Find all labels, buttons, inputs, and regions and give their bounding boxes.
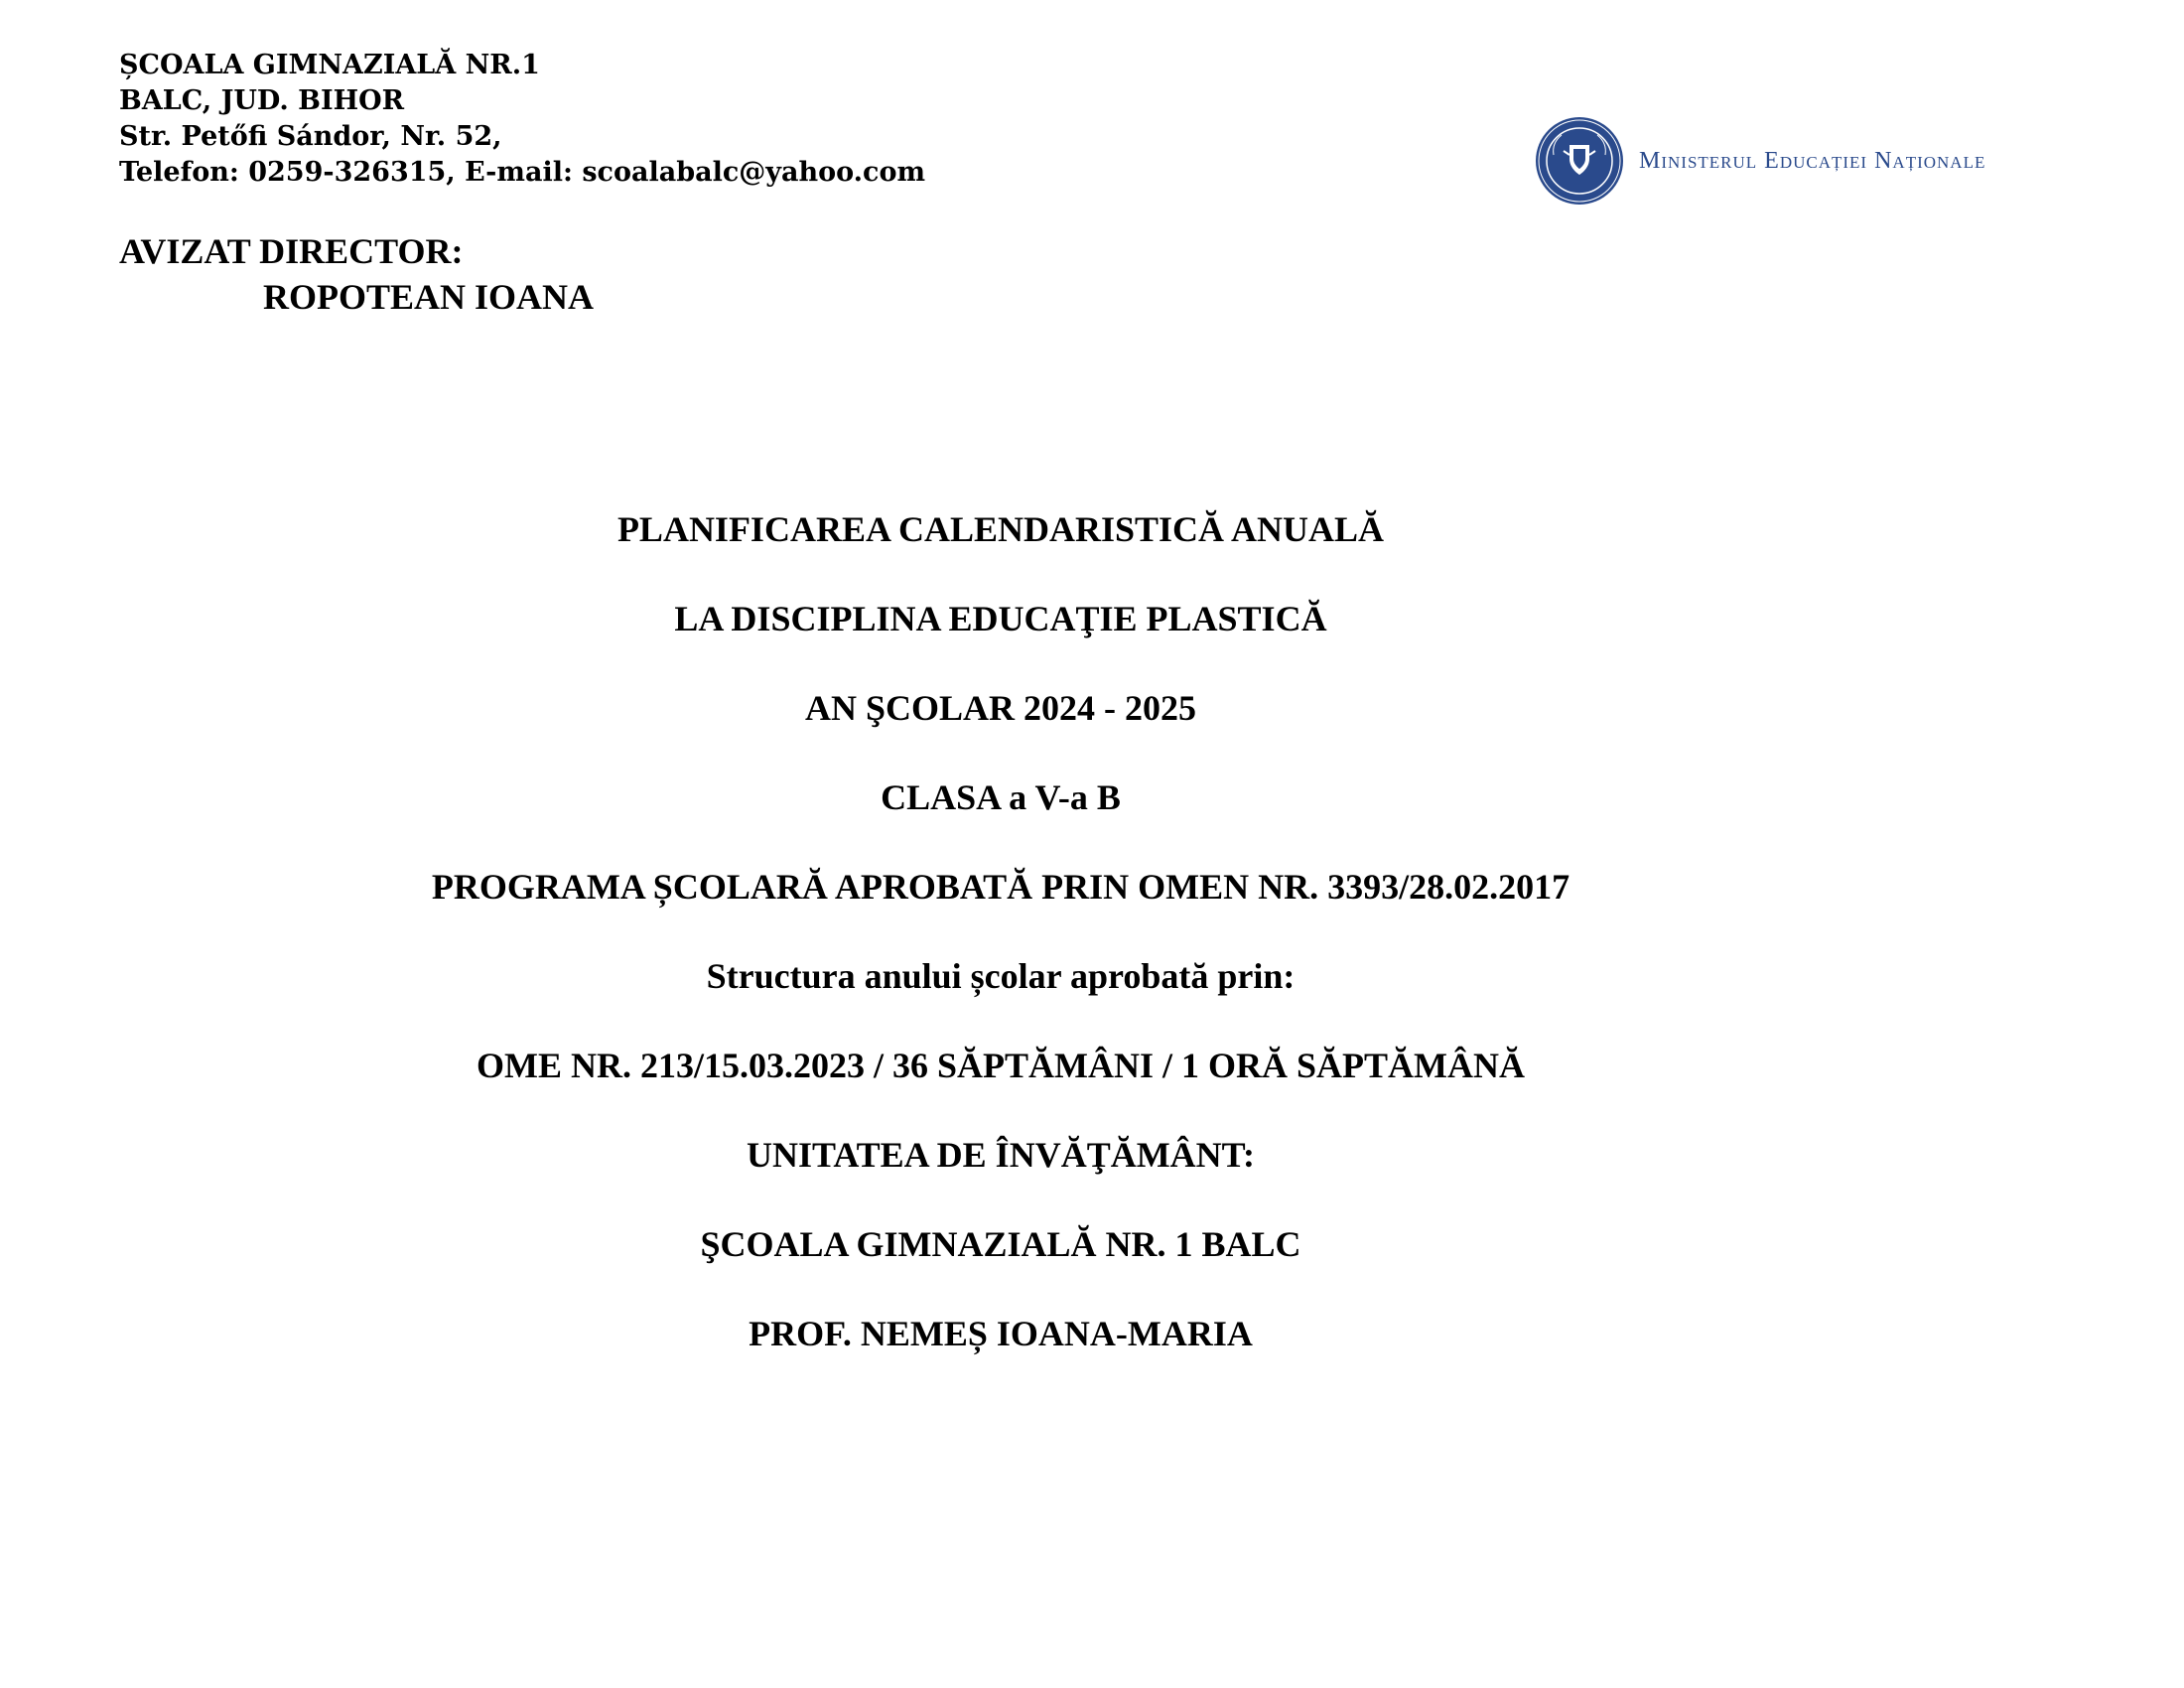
school-address: Str. Petőfi Sándor, Nr. 52, bbox=[119, 121, 502, 152]
title-line: PROGRAMA ȘCOLARĂ APROBATĂ PRIN OMEN NR. 3393/28.02.2017 bbox=[431, 867, 1570, 907]
school-location: BALC, JUD. BIHOR bbox=[119, 85, 405, 116]
title-line: LA DISCIPLINA EDUCAŢIE PLASTICĂ bbox=[674, 599, 1327, 638]
title-line: AN ŞCOLAR 2024 - 2025 bbox=[804, 688, 1196, 728]
title-line: PLANIFICAREA CALENDARISTICĂ ANUALĂ bbox=[616, 509, 1385, 549]
director-name: ROPOTEAN IOANA bbox=[263, 277, 595, 317]
ministry-name: Ministerul Educației Naționale bbox=[1639, 147, 1986, 174]
title-line: ŞCOALA GIMNAZIALĂ NR. 1 BALC bbox=[700, 1224, 1301, 1264]
school-contact: Telefon: 0259-326315, E-mail: scoalabalc@yahoo.com bbox=[119, 157, 926, 188]
approval-label: AVIZAT DIRECTOR: bbox=[119, 231, 464, 271]
title-line: Structura anului școlar aprobată prin: bbox=[706, 956, 1296, 996]
title-line: OME NR. 213/15.03.2023 / 36 SĂPTĂMÂNI / 1 ORĂ SĂPTĂMÂNĂ bbox=[477, 1046, 1525, 1085]
school-name: ȘCOALA GIMNAZIALĂ NR.1 bbox=[119, 50, 540, 80]
title-line: UNITATEA DE ÎNVĂŢĂMÂNT: bbox=[746, 1135, 1256, 1175]
document-title-block bbox=[0, 508, 2001, 1402]
ministry-logo bbox=[1534, 114, 1985, 208]
government-seal-icon bbox=[1534, 115, 1625, 207]
title-line: PROF. NEMEȘ IOANA-MARIA bbox=[749, 1314, 1253, 1353]
approval-block bbox=[119, 228, 594, 320]
title-line: CLASA a V-a B bbox=[881, 777, 1121, 817]
school-header bbox=[119, 48, 925, 191]
